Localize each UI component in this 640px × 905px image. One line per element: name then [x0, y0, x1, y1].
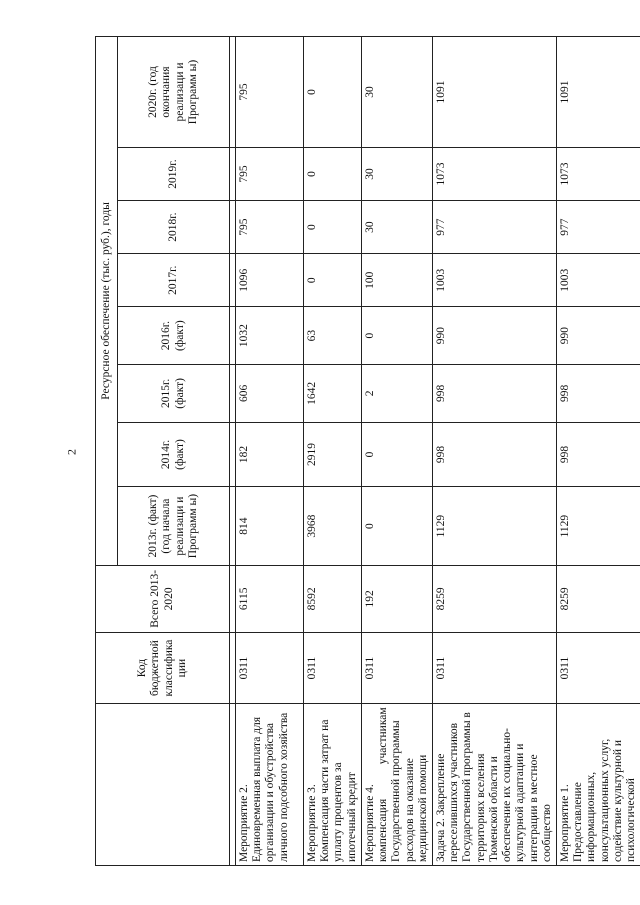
year-header: 2017г. — [118, 254, 230, 307]
year-value: 2 — [361, 364, 432, 422]
row-title: Мероприятие 2. — [238, 784, 250, 862]
year-value: 0 — [361, 487, 432, 566]
year-value: 998 — [556, 364, 640, 422]
row-title: Мероприятие 4. — [363, 784, 376, 862]
year-value: 1129 — [432, 487, 556, 566]
row-total: 8592 — [304, 565, 362, 632]
row-title: Мероприятие 3. — [306, 784, 318, 862]
year-value: 0 — [304, 147, 362, 200]
row-total: 192 — [361, 565, 432, 632]
year-value: 1091 — [432, 37, 556, 148]
row-total: 6115 — [236, 565, 304, 632]
year-value: 1073 — [556, 147, 640, 200]
year-value: 0 — [304, 201, 362, 254]
row-text: Компенсация части затрат на уплату процентов за ипотечный кредит — [319, 719, 358, 862]
row-text: Единовременная выплата для организации и обустройства личного подсобного хозяйства — [251, 712, 290, 862]
year-value: 998 — [432, 422, 556, 487]
row-code: 0311 — [556, 632, 640, 704]
year-value: 3968 — [304, 487, 362, 566]
table-row — [236, 37, 304, 866]
row-total: 8259 — [432, 565, 556, 632]
year-value: 30 — [361, 201, 432, 254]
table-row — [304, 37, 362, 866]
year-value: 100 — [361, 254, 432, 307]
row-code: 0311 — [432, 632, 556, 704]
year-value: 1129 — [556, 487, 640, 566]
year-value: 990 — [556, 307, 640, 365]
year-value: 606 — [236, 364, 304, 422]
year-value: 1073 — [432, 147, 556, 200]
year-header: 2016г. (факт) — [118, 307, 230, 365]
resource-table — [95, 36, 640, 866]
year-value: 795 — [236, 201, 304, 254]
row-text: Государственной программы расходов на оказание медицинской помощи — [390, 720, 429, 862]
header-row-1 — [96, 37, 118, 866]
rotated-table-container — [95, 36, 638, 866]
year-value: 1003 — [556, 254, 640, 307]
row-text: Задача 2. Закрепление переселившихся участников Государственной программы в территориях вселения Тюменской области и обеспечение их социально-культурной адаптации и интеграции в местное сообщество — [434, 712, 553, 862]
row-description — [236, 704, 304, 866]
row-text: Предоставление информационных, консультационных услуг, содействие культурной и психологической — [572, 738, 638, 862]
total-header: Всего 2013-2020 — [96, 565, 230, 632]
year-value: 795 — [236, 37, 304, 148]
row-description — [361, 704, 432, 866]
description-header — [96, 704, 230, 866]
year-value: 63 — [304, 307, 362, 365]
year-value: 0 — [304, 254, 362, 307]
code-header: Код бюджетной классифика ции — [96, 632, 230, 704]
row-title: Мероприятие 1. — [558, 784, 571, 862]
year-value: 0 — [361, 307, 432, 365]
year-value: 814 — [236, 487, 304, 566]
year-value: 0 — [361, 422, 432, 487]
year-header: 2015г. (факт) — [118, 364, 230, 422]
year-value: 990 — [432, 307, 556, 365]
year-value: 1003 — [432, 254, 556, 307]
row-text: компенсация участникам — [377, 707, 390, 862]
year-header: 2020г. (год окончания реализаци и Программ ы) — [118, 37, 230, 148]
row-code: 0311 — [304, 632, 362, 704]
row-description — [432, 704, 556, 866]
year-header: 2014г. (факт) — [118, 422, 230, 487]
year-value: 182 — [236, 422, 304, 487]
year-value: 977 — [556, 201, 640, 254]
year-value: 998 — [432, 364, 556, 422]
year-value: 977 — [432, 201, 556, 254]
year-value: 1091 — [556, 37, 640, 148]
page-number: 2 — [64, 449, 79, 455]
row-code: 0311 — [236, 632, 304, 704]
year-value: 1096 — [236, 254, 304, 307]
table-row — [556, 37, 640, 866]
year-value: 1032 — [236, 307, 304, 365]
resource-group-header: Ресурсное обеспечение (тыс. руб.), годы — [96, 37, 118, 566]
row-total: 8259 — [556, 565, 640, 632]
year-value: 0 — [304, 37, 362, 148]
year-value: 30 — [361, 37, 432, 148]
table-row — [361, 37, 432, 866]
year-value: 1642 — [304, 364, 362, 422]
row-code: 0311 — [361, 632, 432, 704]
year-header: 2018г. — [118, 201, 230, 254]
year-value: 2919 — [304, 422, 362, 487]
year-value: 795 — [236, 147, 304, 200]
year-value: 998 — [556, 422, 640, 487]
row-description — [556, 704, 640, 866]
row-description — [304, 704, 362, 866]
year-value: 30 — [361, 147, 432, 200]
table-row — [432, 37, 556, 866]
year-header: 2019г. — [118, 147, 230, 200]
year-header: 2013г. (факт) (год начала реализаци и Программ ы) — [118, 487, 230, 566]
